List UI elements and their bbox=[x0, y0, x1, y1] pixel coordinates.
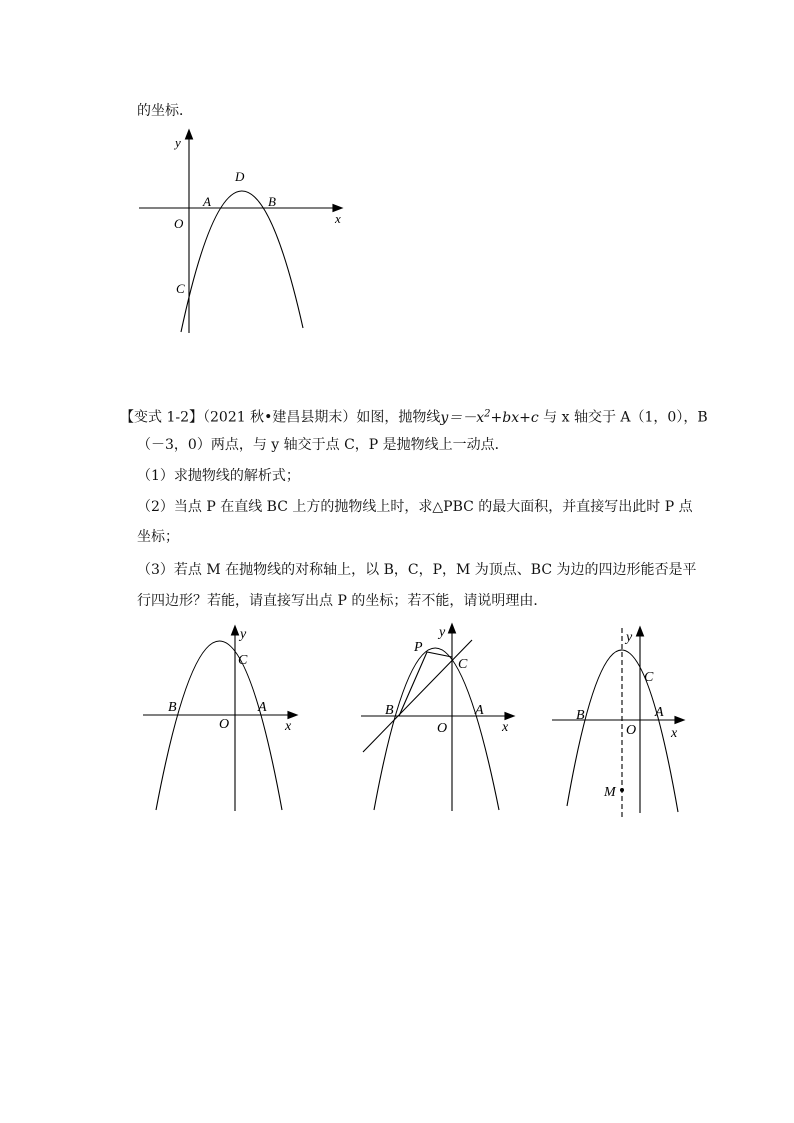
figb-x-arrow bbox=[505, 713, 514, 720]
figa-label-C: C bbox=[238, 653, 248, 668]
figc-y-arrow bbox=[637, 627, 644, 636]
problem-line-2: （－3，0）两点，与 y 轴交于点 C，P 是抛物线上一动点． bbox=[137, 437, 509, 453]
figa-x-arrow bbox=[288, 712, 297, 719]
fig1-label-B: B bbox=[268, 194, 276, 209]
figc-x-arrow bbox=[675, 717, 684, 724]
problem-tag: 【变式 1-2】 bbox=[120, 409, 203, 426]
figa-label-B: B bbox=[168, 700, 177, 715]
figc-point-M bbox=[620, 788, 624, 792]
fig1-label-C: C bbox=[176, 281, 185, 296]
figa-label-A: A bbox=[258, 700, 267, 715]
fig1-label-y: y bbox=[175, 135, 181, 150]
figa-label-x: x bbox=[285, 719, 292, 734]
equation-tail: +bx+c bbox=[490, 409, 539, 426]
figb-label-O: O bbox=[437, 721, 448, 736]
figb-label-x: x bbox=[502, 720, 509, 735]
figb-label-y: y bbox=[439, 625, 446, 640]
question-1: （1）求抛物线的解析式； bbox=[137, 468, 300, 484]
fig-c bbox=[552, 627, 684, 820]
figa-y-arrow bbox=[232, 626, 239, 635]
figb-label-C: C bbox=[458, 657, 468, 672]
fig1-label-O: O bbox=[174, 216, 184, 231]
figb-label-P: P bbox=[414, 640, 423, 655]
equation-main: y＝－x bbox=[440, 409, 485, 426]
question-2-line-1: （2）当点 P 在直线 BC 上方的抛物线上时，求△PBC 的最大面积，并直接写出此时 P 点 bbox=[137, 499, 693, 515]
top-fragment-text: 的坐标． bbox=[137, 103, 193, 119]
question-2-line-2: 坐标； bbox=[137, 529, 179, 545]
figb-y-arrow bbox=[449, 624, 456, 633]
figc-label-C: C bbox=[644, 670, 654, 685]
figc-label-M: M bbox=[604, 785, 616, 800]
fig-b bbox=[361, 624, 514, 811]
problem-intro-rest: 与 x 轴交于 A（1，0），B bbox=[538, 409, 708, 426]
figb-label-B: B bbox=[385, 703, 394, 718]
figc-label-A: A bbox=[655, 705, 664, 720]
fig1-label-D: D bbox=[235, 169, 245, 184]
figb-line-BC bbox=[363, 640, 472, 752]
figa-label-y: y bbox=[240, 627, 247, 642]
fig1-label-A: A bbox=[203, 194, 211, 209]
question-3-line-1: （3）若点 M 在抛物线的对称轴上，以 B，C，P，M 为顶点、BC 为边的四边形能否是平 bbox=[137, 562, 697, 578]
figc-parabola bbox=[567, 650, 678, 812]
figc-label-y: y bbox=[626, 630, 633, 645]
equation-exponent: 2 bbox=[484, 408, 491, 419]
fig1-label-x: x bbox=[335, 211, 341, 226]
figa-label-O: O bbox=[219, 717, 230, 732]
problem-source: （2021 秋•建昌县期末） bbox=[203, 409, 357, 426]
figc-label-x: x bbox=[671, 726, 678, 741]
figc-label-B: B bbox=[576, 708, 585, 723]
figc-label-O: O bbox=[626, 723, 637, 738]
figb-label-A: A bbox=[475, 703, 484, 718]
question-3-line-2: 行四边形？若能，请直接写出点 P 的坐标；若不能，请说明理由． bbox=[137, 593, 548, 609]
problem-intro: 如图，抛物线 bbox=[356, 409, 441, 426]
